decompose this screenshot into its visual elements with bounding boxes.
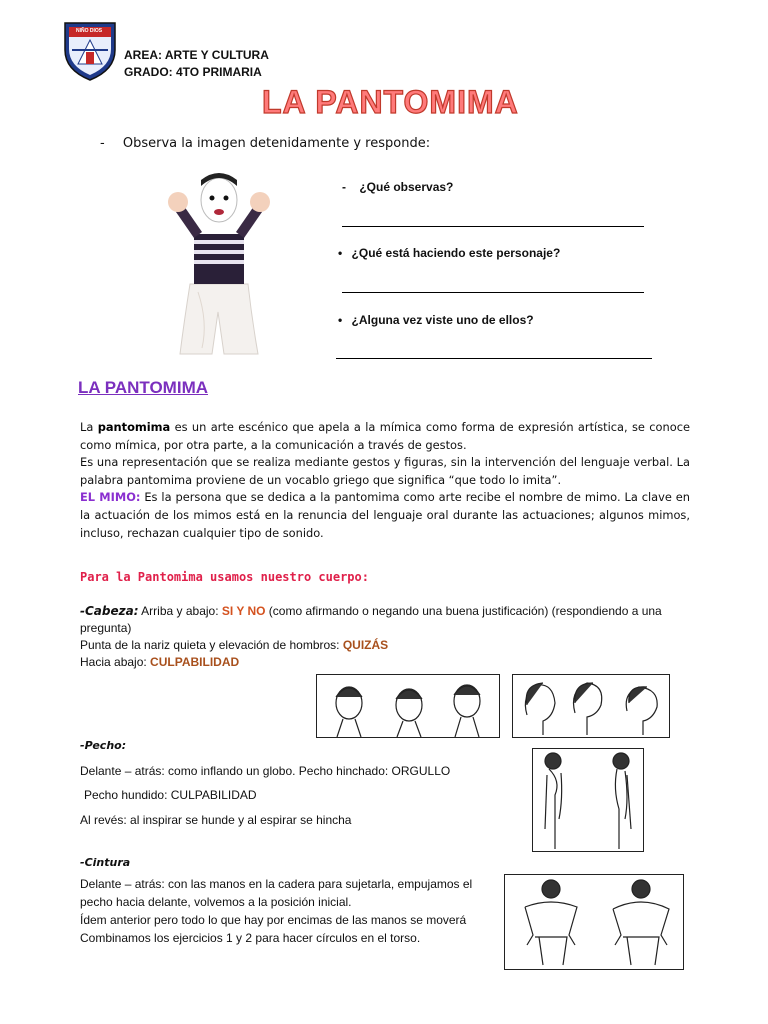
grado-label: GRADO: 4TO PRIMARIA (124, 65, 262, 79)
cabeza-block (80, 603, 692, 671)
question-2-text: ¿Qué está haciendo este personaje? (351, 246, 561, 260)
cabeza-line-2 (80, 637, 692, 654)
cabeza-l1c: (como afirmando o negando una buena justificación) (respondiendo a una pregunta) (80, 604, 662, 635)
pecho-line-2: Pecho hundido: CULPABILIDAD (84, 788, 257, 802)
page-title: LA PANTOMIMA (262, 84, 519, 120)
chest-illustration (532, 748, 644, 852)
p1-bold: pantomima (97, 420, 171, 434)
p1-pre: La (80, 420, 98, 434)
mimo-label: EL MIMO: (80, 490, 141, 505)
question-1-text: ¿Qué observas? (359, 180, 454, 194)
cintura-line-1: Delante – atrás: con las manos en la cadera para sujetarla, empujamos el pecho hacia delante, volvemos a la posición inicial. (80, 877, 473, 909)
question-3-marker: • (338, 313, 343, 327)
cabeza-l3a: Hacia abajo: (80, 655, 151, 669)
cintura-line-3: Combinamos los ejercicios 1 y 2 para hacer círculos en el torso. (80, 931, 421, 945)
paragraph-2: Es una representación que se realiza mediante gestos y figuras, sin la intervención del lenguaje verbal. La palabra pantomima proviene de un vocablo griego que significa “que todo lo imita”. (80, 455, 690, 487)
cabeza-line-3 (80, 654, 692, 671)
question-1 (342, 180, 453, 194)
answer-line-1[interactable] (342, 226, 644, 227)
cintura-label: -Cintura (80, 856, 131, 869)
pecho-line-1: Delante – atrás: como inflando un globo. Pecho hinchado: ORGULLO (80, 764, 451, 778)
instruction (100, 136, 430, 151)
head-profile-illustration (512, 674, 670, 738)
pecho-label: -Pecho: (80, 739, 127, 752)
answer-line-2[interactable] (342, 292, 644, 293)
instruction-dash: - (100, 136, 105, 151)
cabeza-culpabilidad: CULPABILIDAD (150, 655, 240, 669)
mime-image (168, 172, 270, 358)
cabeza-l1a: Arriba y abajo: (138, 604, 222, 618)
section-heading: LA PANTOMIMA (78, 378, 209, 397)
cintura-block (80, 875, 490, 947)
paragraph-3 (80, 489, 690, 542)
p1-post: es un arte escénico que apela a la mímica como forma de expresión artística, se conoce como mímica, por otra parte, a la comunicación a través de gestos. (80, 420, 690, 452)
waist-illustration (504, 874, 684, 970)
cabeza-l2a: Punta de la nariz quieta y elevación de hombros: (80, 638, 343, 652)
body-heading: Para la Pantomima usamos nuestro cuerpo: (80, 570, 369, 584)
area-label: AREA: ARTE Y CULTURA (124, 48, 269, 62)
cabeza-quizas: QUIZÁS (342, 638, 389, 652)
question-3 (338, 313, 534, 327)
cabeza-label: -Cabeza: (80, 604, 139, 618)
instruction-text: Observa la imagen detenidamente y responde: (122, 136, 431, 151)
cabeza-line-1 (80, 603, 692, 637)
cintura-line-2: Ídem anterior pero todo lo que hay por encimas de las manos se moverá (80, 913, 467, 927)
intro-paragraph (80, 419, 690, 542)
paragraph-1 (80, 419, 690, 454)
school-crest-logo (62, 20, 118, 82)
question-2-marker: • (338, 246, 343, 260)
pecho-line-3: Al revés: al inspirar se hunde y al espirar se hincha (80, 813, 352, 827)
question-3-text: ¿Alguna vez viste uno de ellos? (351, 313, 534, 327)
head-nod-illustration (316, 674, 500, 738)
p3-text: Es la persona que se dedica a la pantomima como arte recibe el nombre de mimo. La clave en la actuación de los mimos está en la renuncia del lenguaje oral durante las actuaciones; algunos mimos, incluso, rechazan cualquier tipo de sonido. (80, 490, 691, 540)
question-2 (338, 246, 560, 260)
answer-line-3[interactable] (336, 358, 652, 359)
logo-text: NIÑO DIOS (76, 28, 103, 34)
cabeza-si-no: SI Y NO (221, 604, 266, 618)
question-1-marker: - (342, 180, 346, 194)
